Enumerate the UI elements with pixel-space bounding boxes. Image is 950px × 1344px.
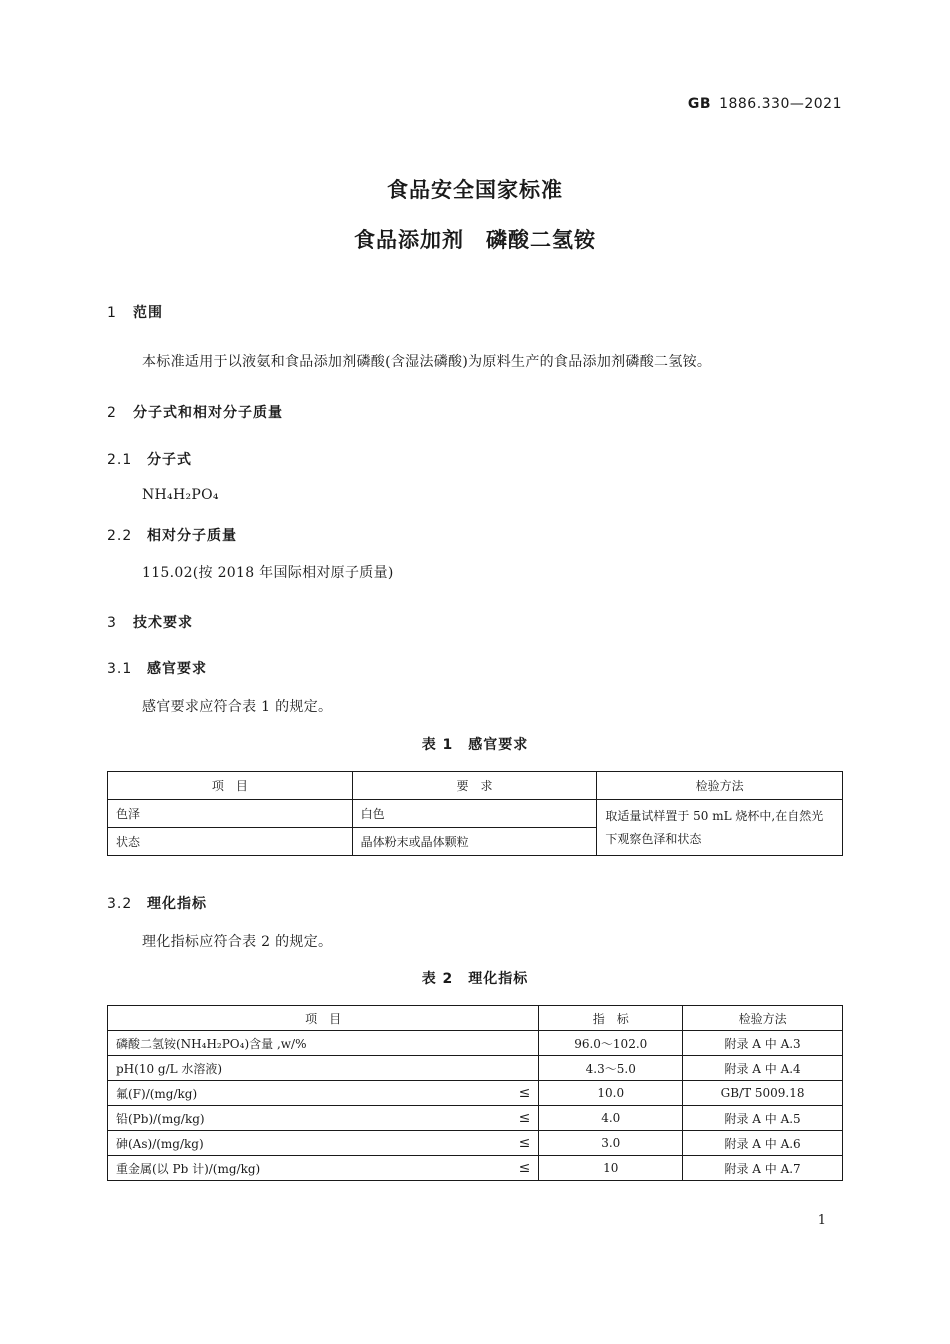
table-header-row xyxy=(108,1006,843,1031)
value-cell: 96.0～102.0 xyxy=(539,1031,683,1056)
section-3-2-heading: 3.2 理化指标 xyxy=(107,896,207,912)
table-row xyxy=(108,800,843,828)
method-cell: 附录 A 中 A.3 xyxy=(683,1031,843,1056)
requirement-cell: 白色 xyxy=(352,800,597,828)
item-cell: 磷酸二氢铵(NH₄H₂PO₄)含量 ,w/% xyxy=(108,1031,539,1056)
standard-number: GB 1886.330—2021 xyxy=(687,96,842,112)
document-title: 食品安全国家标准 xyxy=(387,178,563,202)
item-cell: 铅(Pb)/(mg/kg) ≤ xyxy=(108,1106,539,1131)
method-cell: 附录 A 中 A.4 xyxy=(683,1056,843,1081)
item-cell: 色泽 xyxy=(108,800,353,828)
value-cell: 10 xyxy=(539,1156,683,1181)
requirement-cell: 晶体粉末或晶体颗粒 xyxy=(352,828,597,856)
section-3-2-text: 理化指标应符合表 2 的规定。 xyxy=(142,934,333,950)
table-row xyxy=(108,1156,843,1181)
column-header: 项 目 xyxy=(108,772,353,800)
method-cell: 附录 A 中 A.6 xyxy=(683,1131,843,1156)
column-header: 项 目 xyxy=(108,1006,539,1031)
item-cell: 状态 xyxy=(108,828,353,856)
section-3-heading: 3 技术要求 xyxy=(107,615,193,631)
item-cell: 砷(As)/(mg/kg) ≤ xyxy=(108,1131,539,1156)
document-subtitle: 食品添加剂 磷酸二氢铵 xyxy=(354,228,596,252)
physicochemical-table xyxy=(107,1005,843,1181)
section-2-1-heading: 2.1 分子式 xyxy=(107,452,192,468)
sensory-requirements-table xyxy=(107,771,843,856)
method-cell: 取适量试样置于 50 mL 烧杯中,在自然光下观察色泽和状态 xyxy=(597,800,843,856)
table-row xyxy=(108,1031,843,1056)
molecular-mass-text: 115.02(按 2018 年国际相对原子质量) xyxy=(142,565,394,581)
page-number: 1 xyxy=(817,1213,826,1228)
table-2-caption: 表 2 理化指标 xyxy=(421,971,529,987)
table-row xyxy=(108,1106,843,1131)
item-cell: 氟(F)/(mg/kg) ≤ xyxy=(108,1081,539,1106)
value-cell: 10.0 xyxy=(539,1081,683,1106)
table-1-caption: 表 1 感官要求 xyxy=(421,737,529,753)
value-cell: 3.0 xyxy=(539,1131,683,1156)
section-1-heading: 1 范围 xyxy=(107,305,163,321)
table-header-row xyxy=(108,772,843,800)
table-row xyxy=(108,1131,843,1156)
column-header: 指 标 xyxy=(539,1006,683,1031)
less-equal-symbol: ≤ xyxy=(518,1109,531,1126)
section-2-heading: 2 分子式和相对分子质量 xyxy=(107,405,283,421)
item-cell: 重金属(以 Pb 计)/(mg/kg) ≤ xyxy=(108,1156,539,1181)
less-equal-symbol: ≤ xyxy=(518,1084,531,1101)
section-1-text: 本标准适用于以液氨和食品添加剂磷酸(含湿法磷酸)为原料生产的食品添加剂磷酸二氢铵。 xyxy=(142,354,712,370)
section-3-1-text: 感官要求应符合表 1 的规定。 xyxy=(142,699,333,715)
column-header: 要 求 xyxy=(352,772,597,800)
method-cell: GB/T 5009.18 xyxy=(683,1081,843,1106)
method-cell: 附录 A 中 A.7 xyxy=(683,1156,843,1181)
item-cell: pH(10 g/L 水溶液) xyxy=(108,1056,539,1081)
column-header: 检验方法 xyxy=(597,772,843,800)
molecular-formula: NH₄H₂PO₄ xyxy=(142,487,219,503)
section-2-2-heading: 2.2 相对分子质量 xyxy=(107,528,237,544)
table-row xyxy=(108,1056,843,1081)
less-equal-symbol: ≤ xyxy=(518,1159,531,1176)
value-cell: 4.3～5.0 xyxy=(539,1056,683,1081)
value-cell: 4.0 xyxy=(539,1106,683,1131)
method-cell: 附录 A 中 A.5 xyxy=(683,1106,843,1131)
less-equal-symbol: ≤ xyxy=(518,1134,531,1151)
section-3-1-heading: 3.1 感官要求 xyxy=(107,661,207,677)
column-header: 检验方法 xyxy=(683,1006,843,1031)
table-row xyxy=(108,1081,843,1106)
